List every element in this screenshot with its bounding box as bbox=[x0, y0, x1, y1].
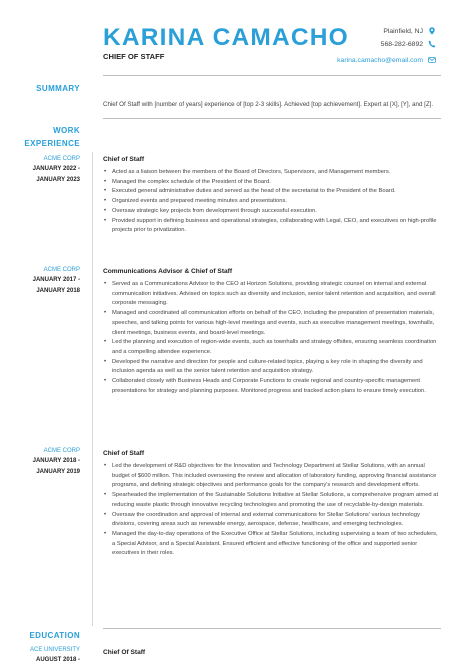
job-1-meta bbox=[14, 154, 80, 186]
summary-label: SUMMARY bbox=[36, 84, 80, 93]
contact-location bbox=[383, 27, 436, 35]
job-1-title: Chief of Staff bbox=[103, 156, 145, 163]
contact-email[interactable] bbox=[337, 56, 436, 64]
education-title: Chief Of Staff bbox=[103, 649, 146, 656]
summary-text: Chief Of Staff with [number of years] experience of [top 2-3 skills]. Achieved [top achievement]. Expert at [X], [Y], and [Z]. bbox=[103, 101, 434, 108]
job-3-company: ACME CORP bbox=[43, 448, 80, 454]
candidate-job-title: CHIEF OF STAFF bbox=[103, 52, 165, 61]
work-experience-label bbox=[14, 124, 80, 150]
timeline-line bbox=[92, 152, 93, 626]
job-2-meta bbox=[14, 265, 80, 297]
list-item: • Managed and coordinated all communication efforts on behalf of the CEO, including the preparation of presentation materials, speeches, and talking points for various high-level meetings and events, such as executive management meetings, townhalls, client meetings, business events, and board-level meetings. bbox=[103, 309, 441, 338]
job-1-end: JANUARY 2023 bbox=[36, 177, 80, 183]
experience-divider bbox=[103, 628, 441, 629]
list-item: • Led the development of R&D objectives for the Innovation and Technology Department at Stellar Solutions, with an annual budget of $600 million. This included overseeing the review and allocation of laboratory funding, approving financial assistance programs, and defining strategic objectives and performance goals for the company's research and development efforts. bbox=[103, 462, 441, 491]
list-item: • Executed general administrative duties and served as the head of the secretariat to the President of the Board. bbox=[103, 187, 441, 197]
job-2-end: JANUARY 2018 bbox=[36, 288, 80, 294]
candidate-name: KARINA CAMACHO bbox=[103, 24, 349, 51]
list-item: • Served as a Communications Advisor to the CEO at Horizon Solutions, providing strategic counsel on internal and external communication initiatives. Advised on topics such as diversity and inclusion, senior talent retention and acquisition, and overall corporate messaging. bbox=[103, 280, 441, 309]
job-3-start: JANUARY 2018 - bbox=[32, 458, 80, 464]
map-pin-icon bbox=[428, 27, 436, 35]
list-item: • Led the planning and execution of region-wide events, such as townhalls and strategy offsites, ensuring seamless coordination and a compelling attendee experience. bbox=[103, 338, 441, 357]
job-2-bullets bbox=[103, 280, 441, 396]
phone-text: 568-282-6892 bbox=[380, 40, 423, 48]
list-item: • Developed the narrative and direction for people and culture-related topics, playing a key role in shaping the diversity and inclusion agenda as well as the senior talent retention and acquisition strategy. bbox=[103, 358, 441, 377]
list-item: • Spearheaded the implementation of the Sustainable Solutions Initiative at Stellar Solutions, a comprehensive program aimed at reducing waste plastic through innovative recycling technologies and promoting the use of recyclable-by-design materials. bbox=[103, 491, 441, 510]
education-label: EDUCATION bbox=[29, 631, 80, 640]
list-item: • Collaborated closely with Business Heads and Corporate Functions to create regional and country-specific management presentations for strategy and planning purposes. Monitored progress and tracked action plans to ensure timely execution. bbox=[103, 377, 441, 396]
education-school: ACE UNIVERSITY bbox=[29, 647, 80, 653]
work-experience-label-line1: WORK bbox=[53, 126, 80, 135]
job-3-end: JANUARY 2019 bbox=[36, 469, 80, 475]
location-text: Plainfield, NJ bbox=[383, 27, 423, 35]
job-1-company: ACME CORP bbox=[43, 156, 80, 162]
list-item: • Provided support in defining business and operational strategies, collaborating with Legal, CEO, and executives on high-profile projects prior to privatization. bbox=[103, 217, 441, 236]
job-3-title: Chief of Staff bbox=[103, 450, 145, 457]
summary-divider bbox=[103, 118, 441, 119]
education-meta bbox=[14, 645, 80, 666]
list-item: • Managed the day-to-day operations of the Executive Office at Stellar Solutions, including supervising a team of two schedulers, a Special Advisor, and a Special Assistant. Ensured efficient and effective functioning of the office and supported senior executives in their roles. bbox=[103, 530, 441, 559]
phone-icon bbox=[428, 40, 436, 48]
contact-phone bbox=[381, 40, 436, 48]
list-item: • Oversaw the coordination and approval of internal and external communications for Stellar Solutions' various technology divisions, covering areas such as renewable energy, aerospace, defense, healthcare, and emerging technologies. bbox=[103, 511, 441, 530]
list-item: • Oversaw strategic key projects from development through successful execution. bbox=[103, 207, 441, 217]
list-item: • Acted as a liaison between the members of the Board of Directors, Supervisors, and Management members. bbox=[103, 168, 441, 178]
list-item: • Organized events and prepared meeting minutes and presentations. bbox=[103, 197, 441, 207]
work-experience-label-line2: EXPERIENCE bbox=[24, 139, 80, 148]
job-2-start: JANUARY 2017 - bbox=[32, 277, 80, 283]
education-start: AUGUST 2018 - bbox=[35, 657, 80, 663]
job-1-bullets bbox=[103, 168, 441, 236]
email-link[interactable]: karina.camacho@email.com bbox=[337, 56, 423, 64]
job-3-meta bbox=[14, 446, 80, 478]
job-3-bullets bbox=[103, 462, 441, 559]
header-divider bbox=[103, 75, 441, 76]
job-1-start: JANUARY 2022 - bbox=[32, 166, 80, 172]
envelope-icon bbox=[428, 56, 436, 64]
job-2-title: Communications Advisor & Chief of Staff bbox=[103, 268, 233, 275]
job-2-company: ACME CORP bbox=[43, 267, 80, 273]
list-item: • Managed the complex schedule of the President of the Board. bbox=[103, 178, 441, 188]
